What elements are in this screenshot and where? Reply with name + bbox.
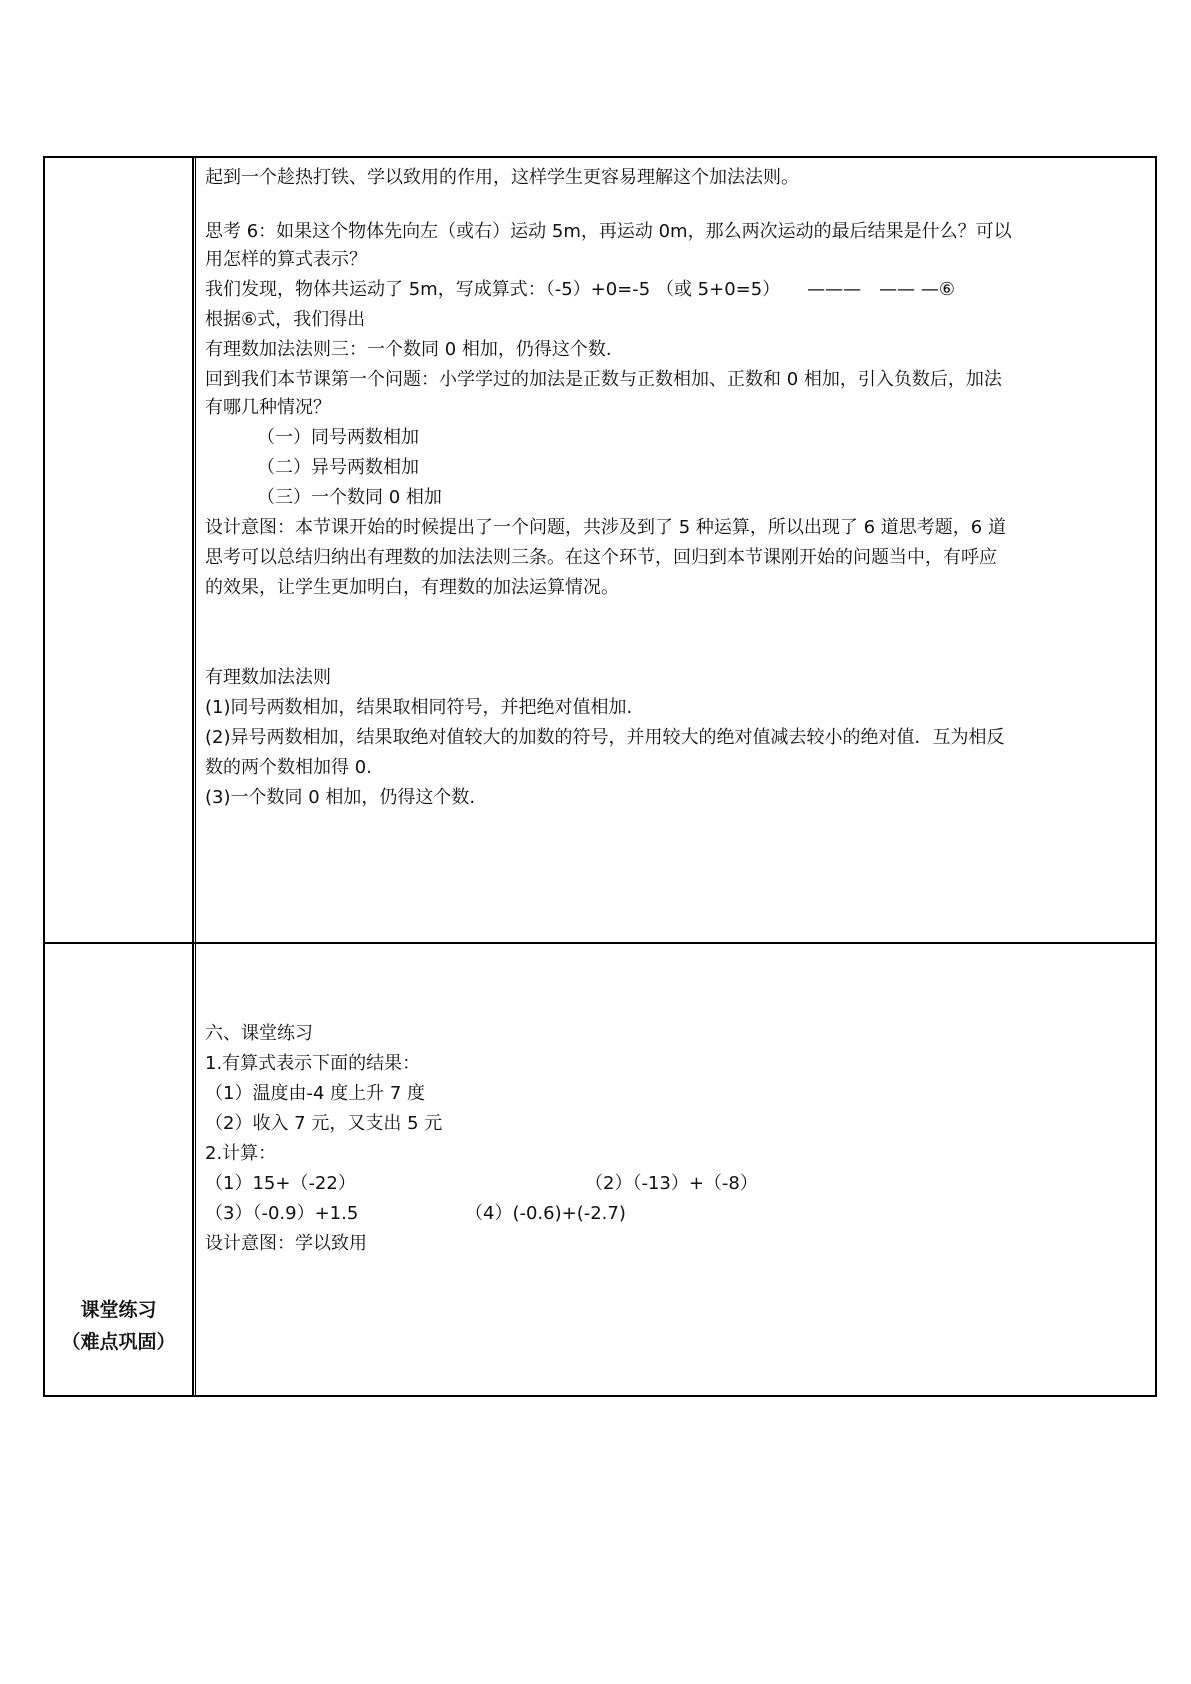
question-part: （2）收入 7 元，又支出 5 元: [205, 1113, 443, 1134]
column-divider-inner: [195, 158, 196, 1395]
text-line: 设计意图：本节课开始的时候提出了一个问题，共涉及到了 5 种运算，所以出现了 6 道思考题，6 道: [205, 517, 1006, 538]
text-line: 用怎样的算式表示？: [205, 249, 367, 270]
text-line: 思考可以总结归纳出有理数的加法法则三条。在这个环节，回归到本节课刚开始的问题当中，有呼应: [205, 547, 997, 568]
exercise-item: （4）(-0.6)+(-2.7): [465, 1203, 626, 1224]
text-line: 根据⑥式，我们得出: [205, 309, 366, 330]
list-item: （一）同号两数相加: [257, 427, 419, 448]
design-intent: 设计意图：学以致用: [205, 1233, 367, 1254]
text-line: 起到一个趁热打铁、学以致用的作用，这样学生更容易理解这个加法法则。: [205, 167, 799, 188]
question: 1.有算式表示下面的结果：: [205, 1053, 421, 1074]
text-line: 回到我们本节课第一个问题：小学学过的加法是正数与正数相加、正数和 0 相加，引入负数后，加法: [205, 369, 1002, 390]
label-line: （难点巩固）: [61, 1331, 176, 1353]
question: 2.计算：: [205, 1143, 277, 1164]
exercise-item: （2）（-13）+（-8）: [585, 1173, 758, 1194]
text-line: 有哪几种情况？: [205, 397, 331, 418]
label-line: 课堂练习: [80, 1299, 157, 1321]
list-item: （三）一个数同 0 相加: [257, 487, 442, 508]
exercise-item: （1）15+（-22）: [205, 1173, 356, 1194]
section-heading: 有理数加法法则: [205, 667, 331, 688]
rule-item: (3)一个数同 0 相加，仍得这个数.: [205, 787, 476, 808]
text-line: 思考 6：如果这个物体先向左（或右）运动 5m，再运动 0m，那么两次运动的最后结果是什么？可以: [205, 221, 1012, 242]
section-heading: 六、课堂练习: [205, 1023, 313, 1044]
rule-item: (2)异号两数相加，结果取绝对值较大的加数的符号，并用较大的绝对值减去较小的绝对值．互为相反: [205, 727, 1005, 748]
list-item: （二）异号两数相加: [257, 457, 419, 478]
content-cell-practice: [205, 944, 1155, 1394]
text-line: 的效果，让学生更加明白，有理数的加法运算情况。: [205, 577, 619, 598]
lesson-plan-table: [43, 156, 1157, 1397]
exercise-item: （3）（-0.9）+1.5: [205, 1203, 359, 1224]
text-line: 我们发现，物体共运动了 5m，写成算式：（-5）+0=-5 （或 5+0=5） ——— —— —⑥: [205, 279, 956, 300]
text-line: 有理数加法法则三：一个数同 0 相加，仍得这个数.: [205, 339, 612, 360]
rule-item: 数的两个数相加得 0.: [205, 757, 372, 778]
column-divider: [192, 158, 194, 1395]
rule-item: (1)同号两数相加，结果取相同符号，并把绝对值相加.: [205, 697, 633, 718]
content-cell-rules: [205, 158, 1155, 938]
question-part: （1）温度由-4 度上升 7 度: [205, 1083, 426, 1104]
row-label-text: [45, 1294, 192, 1358]
row-label: [45, 944, 192, 1394]
